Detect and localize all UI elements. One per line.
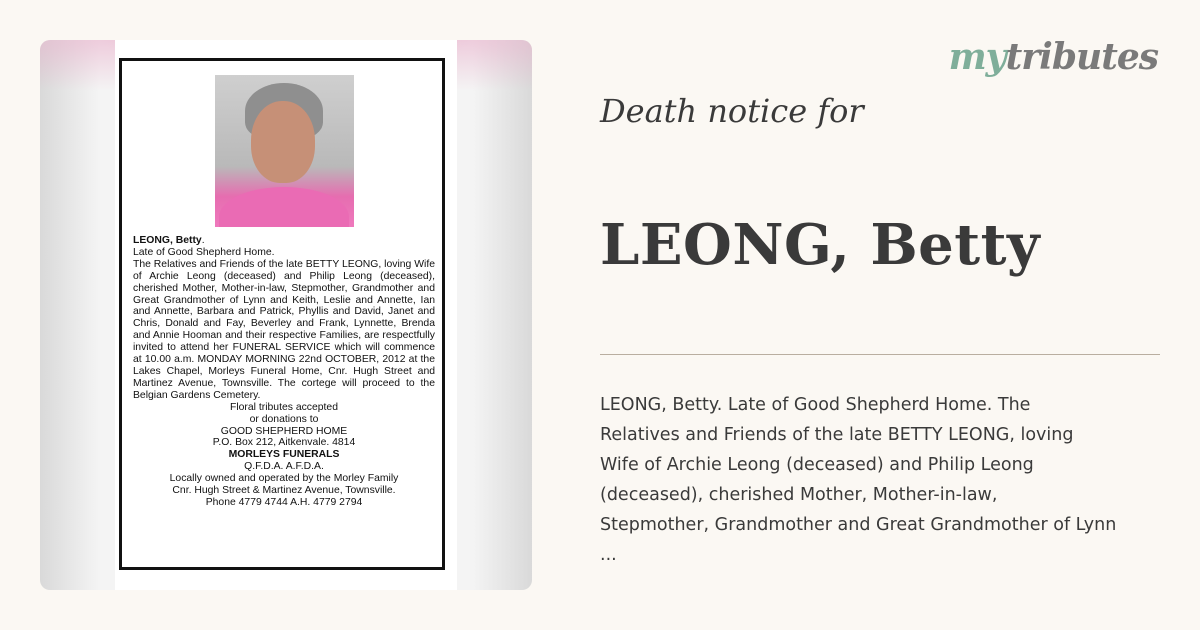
notice-address: Cnr. Hugh Street & Martinez Avenue, Townsville. (172, 485, 396, 497)
mytributes-logo[interactable]: mytributes (948, 36, 1158, 78)
notice-charity-address: P.O. Box 212, Aitkenvale. 4814 (212, 437, 356, 449)
notice-late-of: Late of Good Shepherd Home. (133, 246, 275, 258)
notice-floral: Floral tributes accepted (229, 401, 338, 413)
notice-body: The Relatives and Friends of the late BETTY LEONG, loving Wife of Archie Leong (deceased) and Philip Leong (deceased), cherished Mother, Mother-in-law, Stepmother, Grandmother and Great Grandmother of Lynn and Keith, Leslie and Annette, Ian and Annette, Barbara and Patrick, Phyllis and David, Janet and Chris, Donald and Fay, Beverley and Frank, Lynnette, Brenda and Annie Hooman and their respective Families, are respectfully invited to attend her FUNERAL SERVICE which will commence at 10.00 a.m. MONDAY MORNING 22nd OCTOBER, 2012 at the Lakes Chapel, Morleys Funeral Home, Cnr. Hugh Street and Martinez Avenue, Townsville. The cortege will proceed to the Belgian Gardens Cemetery. (133, 258, 435, 401)
notice-owned: Locally owned and operated by the Morley Family (169, 473, 399, 485)
notice-charity: GOOD SHEPHERD HOME (220, 425, 348, 437)
divider (600, 354, 1160, 355)
portrait-photo (215, 75, 354, 227)
notice-name: LEONG, Betty (133, 235, 202, 246)
notice-excerpt: LEONG, Betty. Late of Good Shepherd Home. The Relatives and Friends of the late BETTY LEONG, loving Wife of Archie Leong (deceased) and Philip Leong (deceased), cherished Mother, Mother-in-law, Stepmother, Grandmother and Great Grandmother of Lynn ... (600, 395, 1117, 565)
notice-funeral-home: MORLEYS FUNERALS (228, 449, 340, 461)
portrait-shoulders (219, 187, 349, 227)
deceased-name: LEONG, Betty (600, 212, 1041, 278)
page-heading: Death notice for (600, 92, 864, 130)
notice-donations: or donations to (249, 413, 319, 425)
notice-paper (115, 40, 457, 590)
notice-text: LEONG, Betty. Late of Good Shepherd Home. The Relatives and Friends of the late BETTY LEONG, loving Wife of Archie Leong (deceased) and Philip Leong (deceased), cherished Mother, Mother-in-law, Stepmother, Grandmother and Great Grandmother of Lynn and Keith, Leslie and Annette, Ian and Annette, Barbara and Patrick, Phyllis and David, Janet and Chris, Donald and Fay, Beverley and Frank, Lynnette, Brenda and Annie Hooman and their respective Families, are respectfully invited to attend her FUNERAL SERVICE which will commence at 10.00 a.m. MONDAY MORNING 22nd OCTOBER, 2012 at the Lakes Chapel, Morleys Funeral Home, Cnr. Hugh Street and Martinez Avenue, Townsville. The cortege will proceed to the Belgian Gardens Cemetery. Floral tributes accepted or donations to GOOD SHEPHERD HOME P.O. Box 212, Aitkenvale. 4814 MORLEYS FUNERALS Q.F.D.A. A.F.D.A. Locally owned and operated by the Morley Family Cnr. Hugh Street & Martinez Avenue, Townsville. Phone 4779 4744 A.H. 4779 2794 (133, 235, 435, 508)
notice-phone: Phone 4779 4744 A.H. 4779 2794 (205, 496, 363, 508)
portrait-face (251, 101, 315, 183)
notice-frame (119, 58, 445, 570)
notice-accreditation: Q.F.D.A. A.F.D.A. (244, 461, 324, 473)
notice-image (40, 40, 532, 590)
